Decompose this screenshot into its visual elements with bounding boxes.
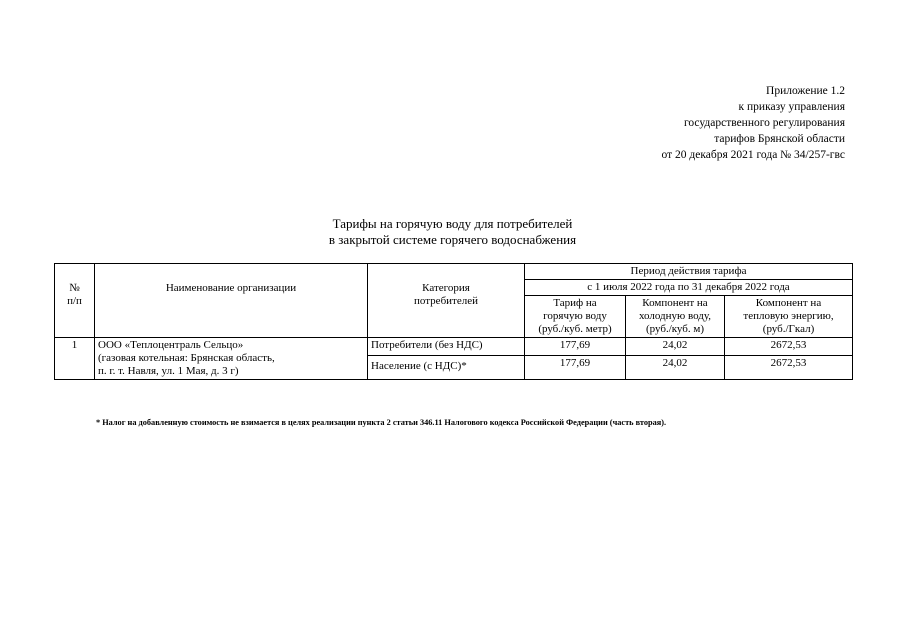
hot-tariff-line-3: (руб./куб. метр) bbox=[538, 323, 612, 335]
category-value: Население (с НДС)* bbox=[371, 359, 467, 372]
heat-component-cell bbox=[725, 355, 853, 379]
header-category bbox=[368, 264, 525, 338]
table-row bbox=[55, 338, 853, 356]
category-cell bbox=[368, 355, 525, 379]
header-number-line-2: п/п bbox=[67, 295, 82, 307]
header-hot-water-tariff bbox=[525, 296, 626, 338]
heat-component-line-1: Компонент на bbox=[755, 297, 822, 309]
appendix-line-4: тарифов Брянской области bbox=[714, 133, 845, 145]
header-period-dates bbox=[525, 280, 853, 296]
category-value: Потребители (без НДС) bbox=[371, 339, 483, 351]
appendix-header bbox=[662, 83, 845, 163]
org-line-2: (газовая котельная: Брянская область, bbox=[98, 352, 275, 364]
hot-tariff-cell bbox=[525, 355, 626, 379]
header-category-line-1: Категория bbox=[422, 282, 470, 294]
hot-tariff-value: 177,69 bbox=[559, 339, 591, 351]
appendix-line-2: к приказу управления bbox=[738, 101, 845, 113]
row-number bbox=[55, 338, 95, 380]
cold-component-cell bbox=[626, 355, 725, 379]
header-period-dates-label: с 1 июля 2022 года по 31 декабря 2022 года bbox=[587, 281, 790, 293]
heat-component-line-2: тепловую энергию, bbox=[743, 310, 834, 322]
hot-tariff-value: 177,69 bbox=[559, 356, 591, 369]
title-line-1: Тарифы на горячую воду для потребителей bbox=[332, 216, 573, 231]
heat-component-value: 2672,53 bbox=[770, 339, 807, 351]
category-cell bbox=[368, 338, 525, 356]
vat-footnote: * Налог на добавленную стоимость не взимается в целях реализации пункта 2 статьи 346.11 Налогового кодекса Российской Федерации (часть вторая). bbox=[96, 418, 667, 427]
document-title bbox=[0, 216, 905, 248]
header-period-label: Период действия тарифа bbox=[630, 265, 747, 277]
organization-name bbox=[95, 338, 368, 380]
appendix-line-5: от 20 декабря 2021 года № 34/257-гвс bbox=[661, 149, 845, 161]
hot-tariff-cell bbox=[525, 338, 626, 356]
appendix-line-1: Приложение 1.2 bbox=[766, 85, 845, 97]
cold-component-cell bbox=[626, 338, 725, 356]
title-line-2: в закрытой системе горячего водоснабжения bbox=[328, 232, 577, 247]
hot-tariff-line-1: Тариф на bbox=[553, 297, 597, 309]
header-heat-energy-component bbox=[725, 296, 853, 338]
tariff-table bbox=[54, 263, 853, 380]
org-line-1: ООО «Теплоцентраль Сельцо» bbox=[98, 339, 244, 351]
hot-tariff-line-2: горячую воду bbox=[543, 310, 607, 322]
cold-component-line-1: Компонент на bbox=[642, 297, 708, 309]
org-line-3: п. г. т. Навля, ул. 1 Мая, д. 3 г) bbox=[98, 365, 239, 377]
cold-component-line-3: (руб./куб. м) bbox=[645, 323, 705, 335]
heat-component-line-3: (руб./Гкал) bbox=[762, 323, 815, 335]
cold-component-value: 24,02 bbox=[662, 339, 688, 351]
header-number-line-1: № bbox=[69, 282, 80, 294]
header-number bbox=[55, 264, 95, 338]
header-cold-water-component bbox=[626, 296, 725, 338]
cold-component-value: 24,02 bbox=[662, 356, 688, 369]
header-category-line-2: потребителей bbox=[414, 295, 478, 307]
header-organization-label: Наименование организации bbox=[165, 282, 297, 294]
header-organization bbox=[95, 264, 368, 338]
heat-component-value: 2672,53 bbox=[770, 356, 807, 369]
cold-component-line-2: холодную воду, bbox=[638, 310, 712, 322]
heat-component-cell bbox=[725, 338, 853, 356]
row-number-value: 1 bbox=[71, 339, 78, 351]
header-period bbox=[525, 264, 853, 280]
appendix-line-3: государственного регулирования bbox=[683, 117, 845, 129]
